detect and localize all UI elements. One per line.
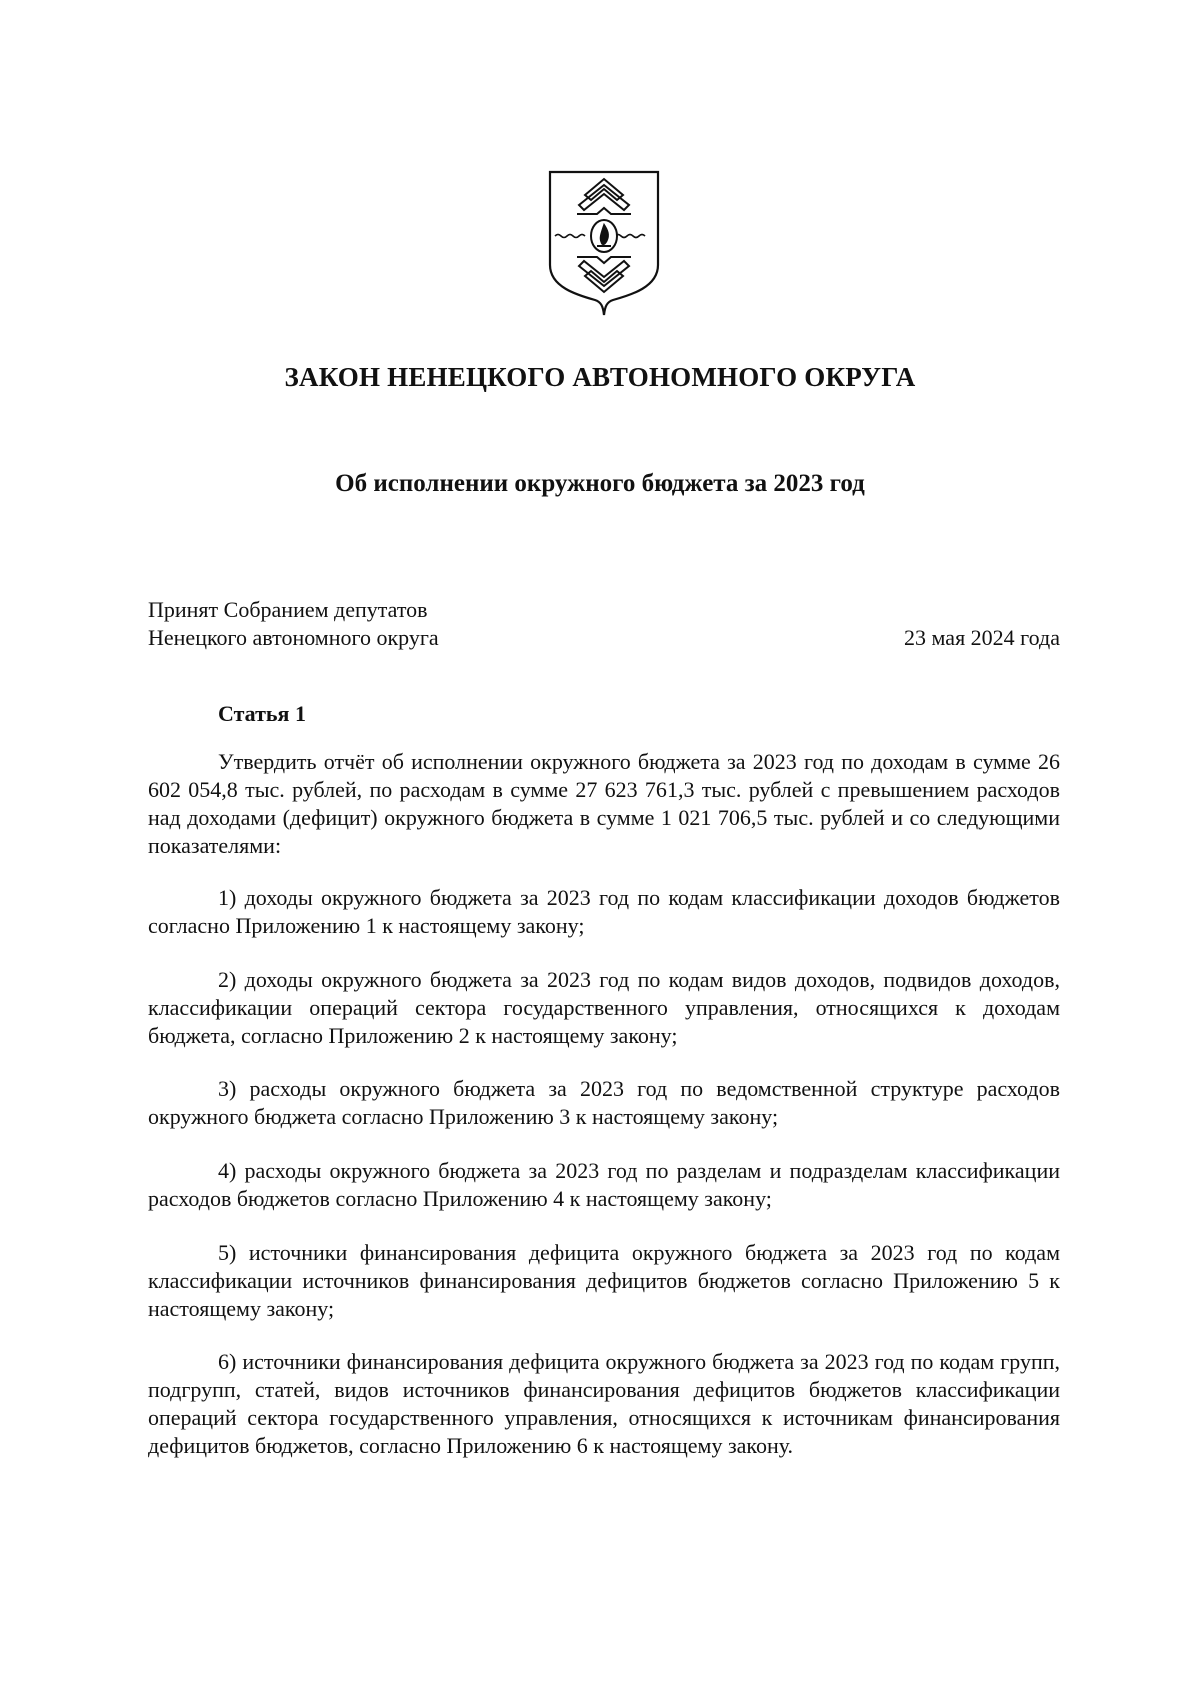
article-list-item: 3) расходы окружного бюджета за 2023 год по ведомственной структуре расходов окружного бюджета согласно Приложению 3 к настоящему закону; <box>148 1076 1060 1129</box>
nenets-coat-of-arms-icon <box>547 169 661 317</box>
adopted-by-line-2: Ненецкого автономного округа <box>148 625 439 650</box>
adopted-by-line-1: Принят Собранием депутатов <box>148 597 428 622</box>
article-list-item: 2) доходы окружного бюджета за 2023 год по кодам видов доходов, подвидов доходов, классификации операций сектора государственного управления, относящихся к доходам бюджета, согласно Приложению 2 к настоящему закону; <box>148 967 1060 1048</box>
adoption-date: 23 мая 2024 года <box>904 625 1060 650</box>
article-intro-paragraph: Утвердить отчёт об исполнении окружного бюджета за 2023 год по доходам в сумме 26 602 054,8 тыс. рублей, по расходам в сумме 27 623 761,3 тыс. рублей с превышением расходов над доходами (дефицит) окружного бюджета в сумме 1 021 706,5 тыс. рублей и со следующими показателями: <box>148 749 1060 858</box>
article-list-item: 6) источники финансирования дефицита окружного бюджета за 2023 год по кодам групп, подгрупп, статей, видов источников финансирования дефицитов бюджетов классификации операций сектора государственного управления, относящихся к источникам финансирования дефицитов бюджетов, согласно Приложению 6 к настоящему закону. <box>148 1349 1060 1458</box>
article-list-item: 5) источники финансирования дефицита окружного бюджета за 2023 год по кодам классификации источников финансирования дефицитов бюджетов согласно Приложению 5 к настоящему закону; <box>148 1240 1060 1321</box>
article-heading: Статья 1 <box>218 701 306 726</box>
law-subtitle: Об исполнении окружного бюджета за 2023 год <box>335 470 865 497</box>
article-list-item: 1) доходы окружного бюджета за 2023 год по кодам классификации доходов бюджетов согласно Приложению 1 к настоящему закону; <box>148 885 1060 938</box>
law-title: ЗАКОН НЕНЕЦКОГО АВТОНОМНОГО ОКРУГА <box>284 362 916 392</box>
article-list-item: 4) расходы окружного бюджета за 2023 год по разделам и подразделам классификации расходов бюджетов согласно Приложению 4 к настоящему закону; <box>148 1158 1060 1211</box>
adopted-by-block <box>148 596 439 652</box>
